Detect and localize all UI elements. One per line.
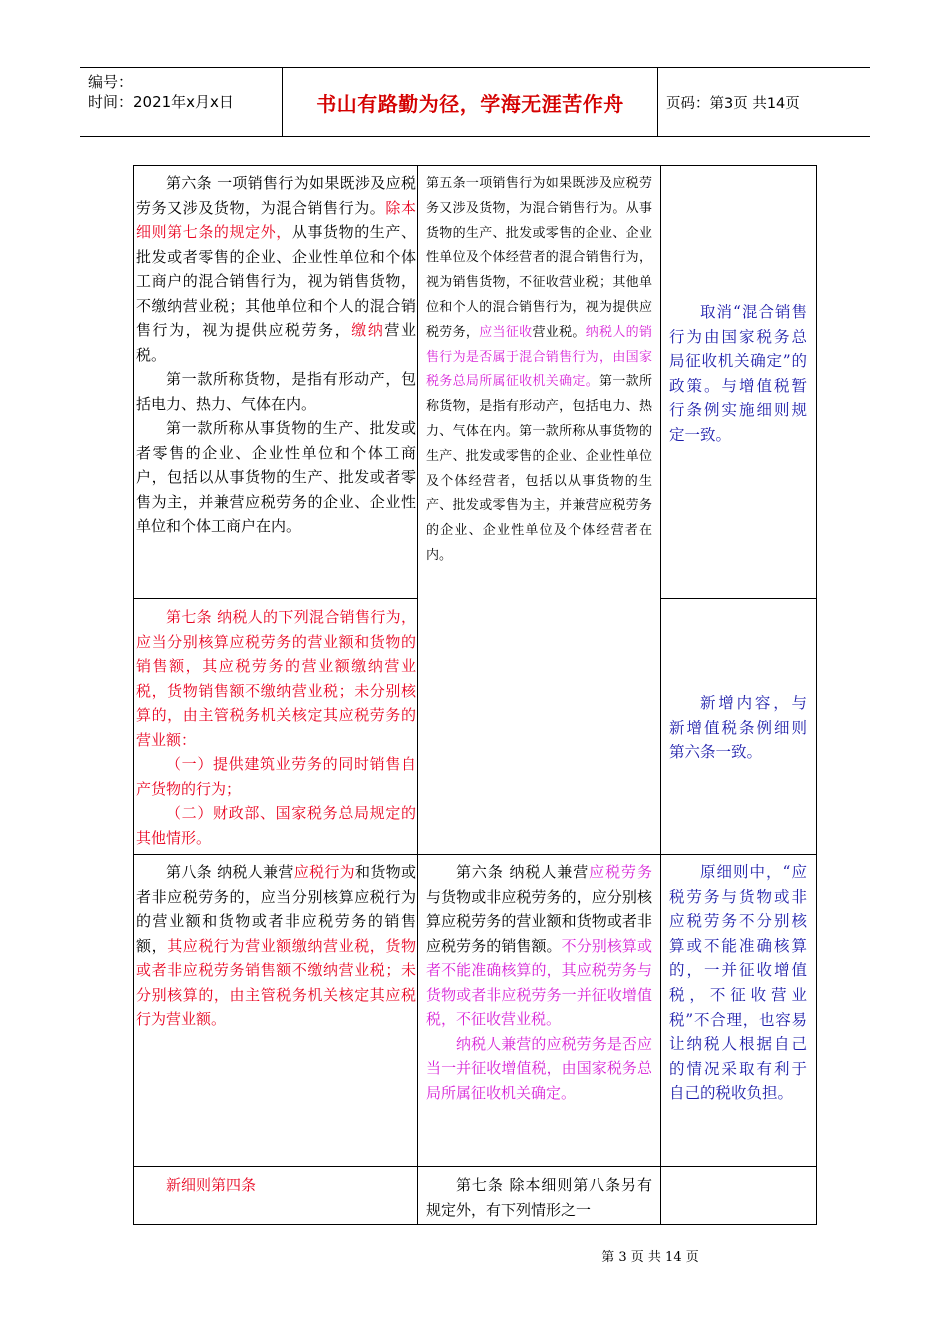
old-rule-article-5: 第五条一项销售行为如果既涉及应税劳务又涉及货物，为混合销售行为。从事货物的生产、批发或零售的企业、企业性单位及个体经营者的混合销售行为，视为销售货物，不征收营业税；其他单位和个人的混合销售行为，视为提供应税劳务，应当征收营业税。纳税人的销售行为是否属于混合销售行为，由国家税务总局所属征收机关确定。第一款所称货物，是指有形动产，包括电力、热力、气体在内。第一款所称从事货物的生产、批发或零售的企业、企业性单位及个体经营者，包括以从事货物的生产、批发或零售为主，并兼营应税劳务的企业、企业性单位及个体经营者在内。 (426, 176, 652, 563)
doc-time-label: 时间：2021年x月x日 (88, 93, 234, 111)
comparison-table (133, 165, 817, 1225)
header-motto: 书山有路勤为径，学海无涯苦作舟 (282, 68, 658, 136)
note-article-8: 原细则中，“应税劳务与货物或非应税劳务不分别核算或不能准确核算的，一并征收增值税，不征收营业税”不合理，也容易让纳税人根据自己的情况采取有利于自己的税收负担。 (669, 863, 807, 1103)
header-meta (80, 68, 282, 136)
page-header (80, 67, 870, 137)
old-rule-article-7: 第七条 除本细则第八条另有规定外，有下列情形之一 (426, 1176, 652, 1219)
note-article-6: 取消“混合销售行为由国家税务总局征收机关确定”的政策。与增值税暂行条例实施细则规定一致。 (669, 303, 807, 444)
new-rule-article-7: 第七条 纳税人的下列混合销售行为，应当分别核算应税劳务的营业额和货物的销售额，其应税劳务的营业额缴纳营业税，货物销售额不缴纳营业税；未分别核算的，由主管税务机关核定其应税劳务的营业额： （一）提供建筑业劳务的同时销售自产货物的行为； （二）财政部、国家税务总局规定的其他情形。 (136, 608, 416, 847)
old-rule-article-6: 第六条 纳税人兼营应税劳务与货物或非应税劳务的，应分别核算应税劳务的营业额和货物或者非应税劳务的销售额。不分别核算或者不能准确核算的，其应税劳务与货物或者非应税劳务一并征收增值税，不征收营业税。 纳税人兼营的应税劳务是否应当一并征收增值税，由国家税务总局所属征收机关确定。 (426, 863, 652, 1102)
new-rule-article-6: 第六条 一项销售行为如果既涉及应税劳务又涉及货物，为混合销售行为。除本细则第七条的规定外，从事货物的生产、批发或者零售的企业、企业性单位和个体工商户的混合销售行为，视为销售货物，不缴纳营业税；其他单位和个人的混合销售行为，视为提供应税劳务，缴纳营业税。 第一款所称货物，是指有形动产，包括电力、热力、气体在内。 第一款所称从事货物的生产、批发或者零售的企业、企业性单位和个体工商户，包括以从事货物的生产、批发或者零售为主，并兼营应税劳务的企业、企业性单位和个体工商户在内。 (136, 174, 416, 535)
doc-number-label: 编号： (88, 73, 134, 91)
note-article-7: 新增内容，与新增值税条例细则第六条一致。 (669, 694, 807, 762)
header-page-label: 页码：第3页 共14页 (666, 95, 800, 112)
new-rule-article-4-ref: 新细则第四条 (166, 1176, 257, 1194)
new-rule-article-8: 第八条 纳税人兼营应税行为和货物或者非应税劳务的，应当分别核算应税行为的营业额和货物或者非应税劳务的销售额，其应税行为营业额缴纳营业税，货物或者非应税劳务销售额不缴纳营业税；未分别核算的，由主管税务机关核定其应税行为营业额。 (136, 863, 416, 1028)
page-footer: 第 3 页 共 14 页 (601, 1250, 699, 1265)
